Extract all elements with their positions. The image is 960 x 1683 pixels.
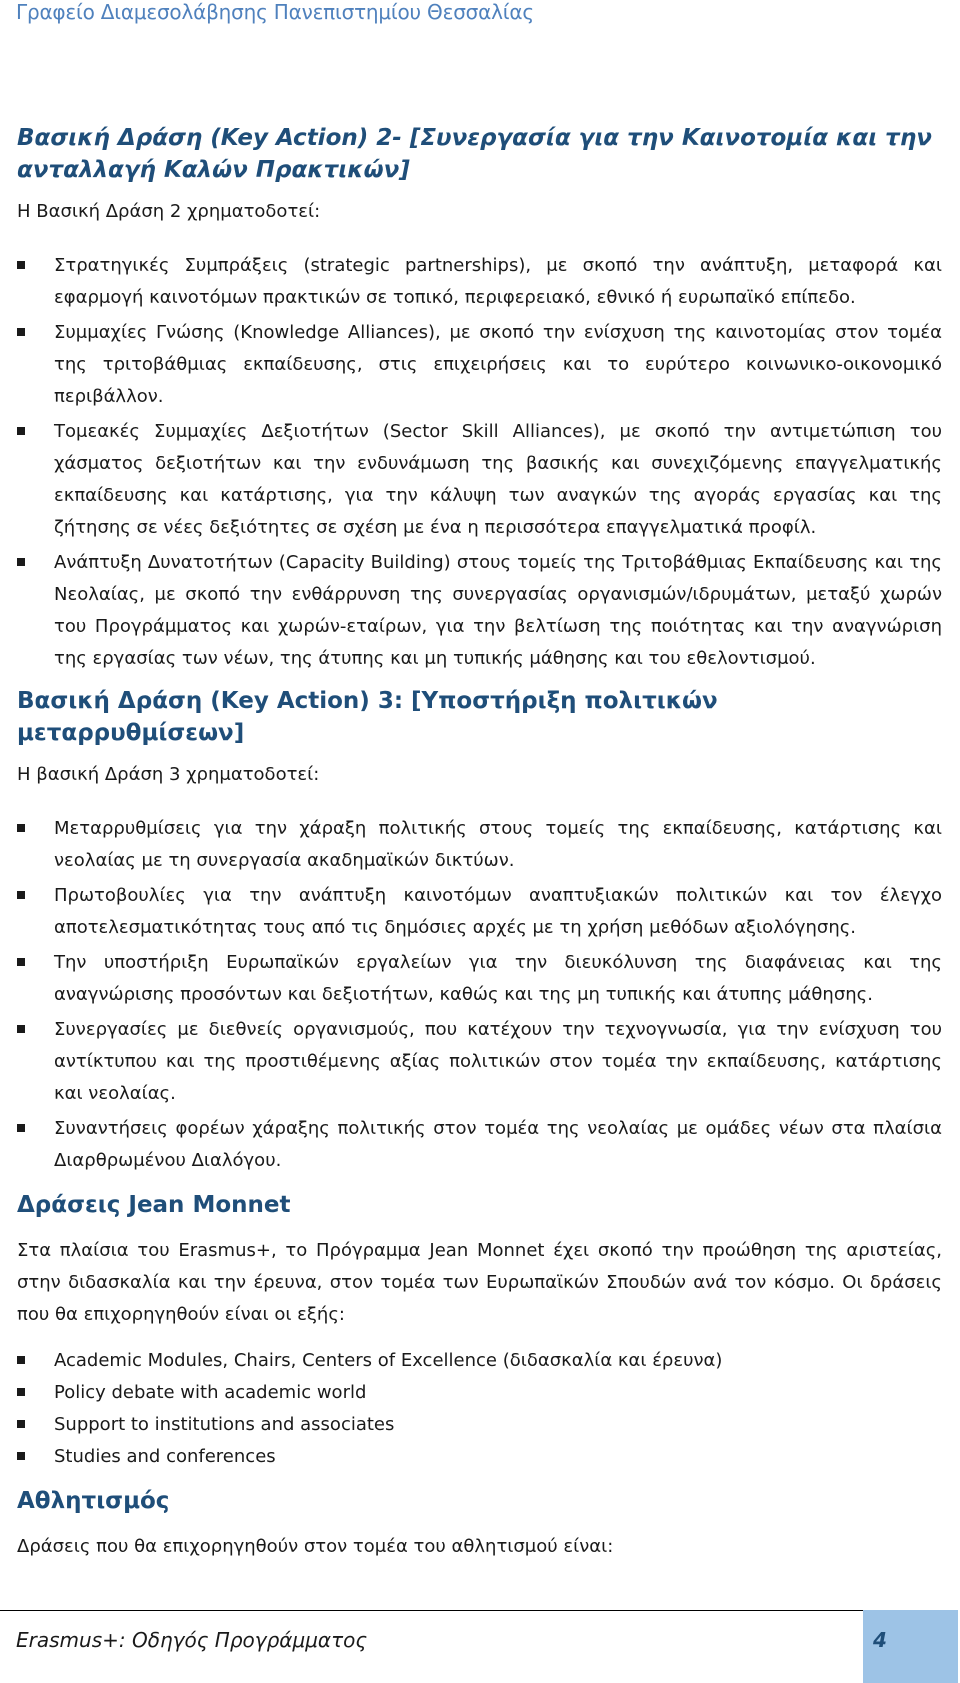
bullet-icon (17, 328, 25, 336)
list-item (17, 1409, 942, 1441)
list-item (17, 250, 942, 314)
list-item-text: Studies and conferences (54, 1446, 276, 1467)
list-item-text: Στρατηγικές Συμπράξεις (strategic partnerships), με σκοπό την ανάπτυξη, μεταφορά και εφαρμογή καινοτόμων πρακτικών σε τοπικό, περιφερειακό, εθνικό ή ευρωπαϊκό επίπεδο. (54, 255, 942, 308)
list-item (17, 1441, 942, 1473)
list-item-text: Συνεργασίες με διεθνείς οργανισμούς, που κατέχουν την τεχνογνωσία, για την ενίσχυση του αντίκτυπου και της προστιθέμενης αξίας πολιτικών στον τομέα την εκπαίδευσης, κατάρτισης και νεολαίας. (54, 1019, 942, 1104)
bullet-icon (17, 1420, 25, 1428)
heading-key-action-3: Βασική Δράση (Key Action) 3: [Υποστήριξη πολιτικών μεταρρυθμίσεων] (17, 688, 718, 746)
list-item-text: Μεταρρυθμίσεις για την χάραξη πολιτικής στους τομείς της εκπαίδευσης, κατάρτισης και νεολαίας με τη συνεργασία ακαδημαϊκών δικτύων. (54, 818, 942, 871)
bullet-icon (17, 891, 25, 899)
list-item (17, 1377, 942, 1409)
list-item-text: Policy debate with academic world (54, 1382, 367, 1403)
list-item-text: Πρωτοβουλίες για την ανάπτυξη καινοτόμων αναπτυξιακών πολιτικών και τον έλεγχο αποτελεσματικότητας τους από τις δημόσιες αρχές με τη χρήση μεθόδων αξιολόγησης. (54, 885, 942, 938)
document-body (17, 122, 942, 1563)
list-item (17, 1113, 942, 1177)
bullet-icon (17, 427, 25, 435)
ka3-intro: Η βασική Δράση 3 χρηματοδοτεί: (17, 764, 320, 785)
bullet-icon (17, 1388, 25, 1396)
list-item (17, 547, 942, 675)
bullet-icon (17, 1025, 25, 1033)
list-item (17, 416, 942, 544)
bullet-icon (17, 1452, 25, 1460)
list-item (17, 1014, 942, 1110)
ka2-intro: Η Βασική Δράση 2 χρηματοδοτεί: (17, 201, 321, 222)
heading-jean-monnet: Δράσεις Jean Monnet (17, 1192, 291, 1218)
list-item (17, 317, 942, 413)
ka2-list (17, 250, 942, 675)
bullet-icon (17, 824, 25, 832)
list-item-text: Ανάπτυξη Δυνατοτήτων (Capacity Building) στους τομείς της Τριτοβάθμιας Εκπαίδευσης και της Νεολαίας, με σκοπό την ενθάρρυνση της συνεργασίας οργανισμών/ιδρυμάτων, μεταξύ χωρών του Προγράμματος και χωρών-εταίρων, για την βελτίωση της ποιότητας και την αναγνώριση της εργασίας των νέων, της άτυπης και μη τυπικής μάθησης και του εθελοντισμού. (54, 552, 942, 669)
bullet-icon (17, 1356, 25, 1364)
bullet-icon (17, 1124, 25, 1132)
footer-title: Erasmus+: Οδηγός Προγράμματος (16, 1628, 368, 1652)
page-header: Γραφείο Διαμεσολάβησης Πανεπιστημίου Θεσσαλίας (16, 0, 534, 24)
list-item (17, 880, 942, 944)
page-number-box (863, 1610, 958, 1683)
bullet-icon (17, 558, 25, 566)
heading-sport: Αθλητισμός (17, 1488, 170, 1514)
list-item (17, 947, 942, 1011)
list-item-text: Τομεακές Συμμαχίες Δεξιοτήτων (Sector Skill Alliances), με σκοπό την αντιμετώπιση του χάσματος δεξιοτήτων και την ενδυνάμωση της βασικής και συνεχιζόμενης επαγγελματικής εκπαίδευσης και κατάρτισης, για την κάλυψη των αναγκών της αγοράς εργασίας και της ζήτησης σε νέες δεξιότητες σε σχέση με ένα η περισσότερα επαγγελματικά προφίλ. (54, 421, 942, 538)
jean-monnet-list (17, 1345, 942, 1473)
list-item-text: Την υποστήριξη Ευρωπαϊκών εργαλείων για την διευκόλυνση της διαφάνειας και της αναγνώρισης προσόντων και δεξιοτήτων, καθώς και της μη τυπικής και άτυπης μάθησης. (54, 952, 942, 1005)
heading-key-action-2: Βασική Δράση (Key Action) 2- [Συνεργασία για την Καινοτομία και την ανταλλαγή Καλών Πρακτικών] (17, 125, 932, 183)
ka3-list (17, 813, 942, 1177)
list-item-text: Συναντήσεις φορέων χάραξης πολιτικής στον τομέα της νεολαίας με ομάδες νέων στα πλαίσια Διαρθρωμένου Διαλόγου. (54, 1118, 942, 1171)
bullet-icon (17, 261, 25, 269)
list-item-text: Academic Modules, Chairs, Centers of Excellence (διδασκαλία και έρευνα) (54, 1350, 723, 1371)
page-number: 4 (873, 1628, 887, 1652)
list-item-text: Συμμαχίες Γνώσης (Knowledge Alliances), με σκοπό την ενίσχυση της καινοτομίας στον τομέα της τριτοβάθμιας εκπαίδευσης, στις επιχειρήσεις και το ευρύτερο κοινωνικο-οικονομικό περιβάλλον. (54, 322, 942, 407)
list-item (17, 1345, 942, 1377)
bullet-icon (17, 958, 25, 966)
footer-divider (0, 1610, 958, 1611)
sport-paragraph: Δράσεις που θα επιχορηγηθούν στον τομέα του αθλητισμού είναι: (17, 1536, 614, 1557)
list-item-text: Support to institutions and associates (54, 1414, 395, 1435)
jean-monnet-paragraph: Στα πλαίσια του Erasmus+, το Πρόγραμμα Jean Monnet έχει σκοπό την προώθηση της αριστείας, στην διδασκαλία και την έρευνα, στον τομέα των Ευρωπαϊκών Σπουδών ανά τον κόσμο. Οι δράσεις που θα επιχορηγηθούν είναι οι εξής: (17, 1240, 942, 1325)
list-item (17, 813, 942, 877)
